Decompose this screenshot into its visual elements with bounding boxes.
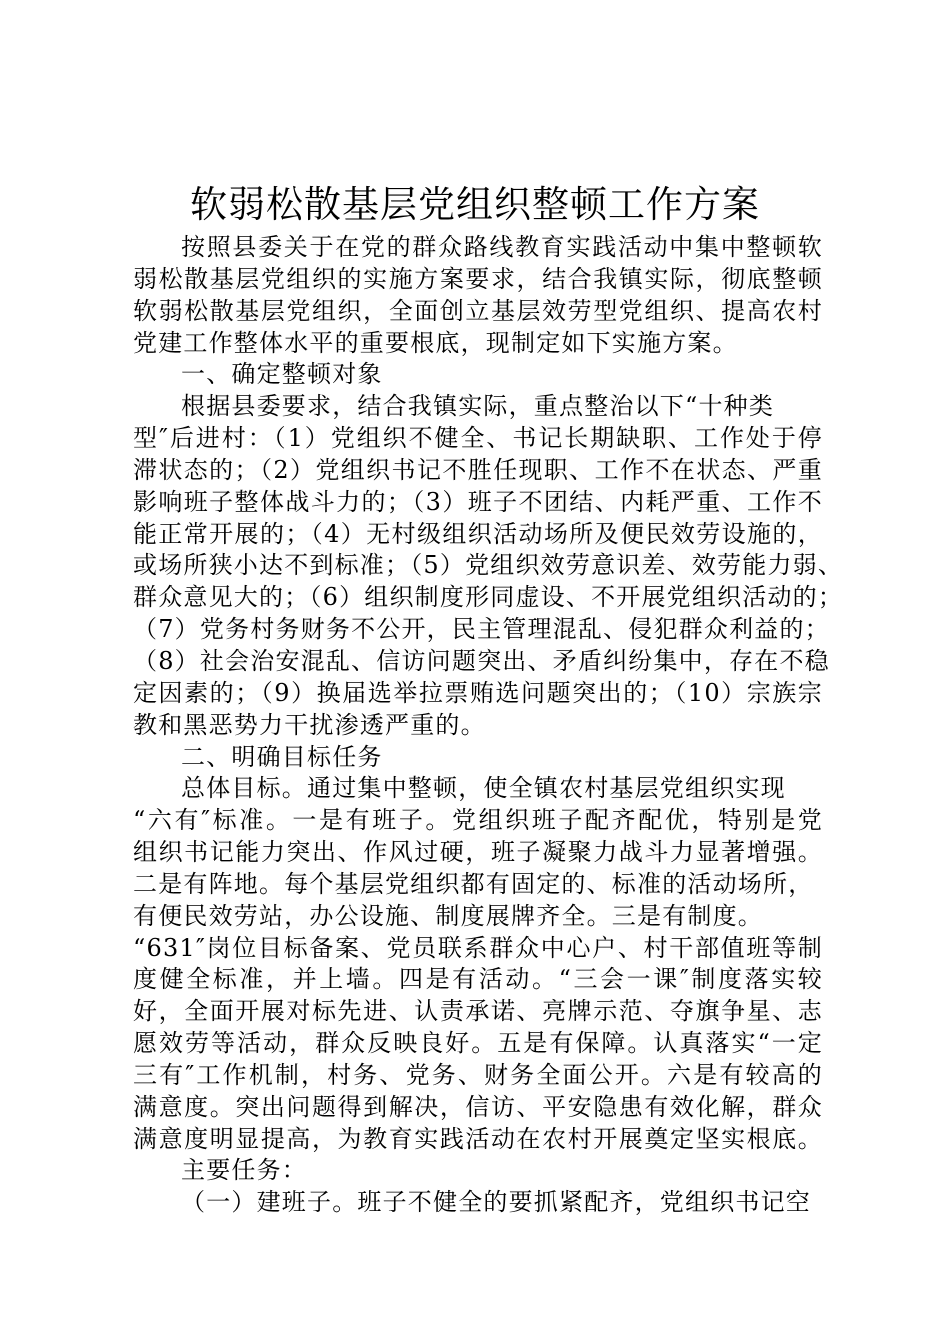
text-line: 满意度明显提高，为教育实践活动在农村开展奠定坚实根底。 bbox=[133, 1124, 823, 1153]
text-line: 影响班子整体战斗力的；（3）班子不团结、内耗严重、工作不 bbox=[133, 487, 823, 516]
text-line: 有便民效劳站，办公设施、制度展牌齐全。三是有制度。 bbox=[133, 901, 763, 930]
text-line: 主要任务： bbox=[181, 1156, 307, 1185]
text-line: 定因素的；（9）换届选举拉票贿选问题突出的；（10）宗族宗 bbox=[133, 678, 823, 707]
text-line: 好，全面开展对标先进、认责承诺、亮牌示范、夺旗争星、志 bbox=[133, 997, 823, 1026]
text-line: 型″后进村：（1）党组织不健全、书记长期缺职、工作处于停 bbox=[133, 424, 823, 453]
text-line: 软弱松散基层党组织，全面创立基层效劳型党组织、提高农村 bbox=[133, 296, 823, 325]
text-line: 一、确定整顿对象 bbox=[181, 360, 383, 389]
text-line: “631″岗位目标备案、党员联系群众中心户、村干部值班等制 bbox=[133, 933, 823, 962]
text-line: 度健全标准，并上墙。四是有活动。“三会一课″制度落实较 bbox=[133, 965, 823, 994]
text-line: （一）建班子。班子不健全的要抓紧配齐，党组织书记空 bbox=[181, 1188, 811, 1217]
text-line: 满意度。突出问题得到解决，信访、平安隐患有效化解，群众 bbox=[133, 1092, 823, 1121]
text-line: 按照县委关于在党的群众路线教育实践活动中集中整顿软 bbox=[181, 233, 823, 261]
text-line: 教和黑恶势力干扰渗透严重的。 bbox=[133, 710, 486, 739]
text-line: 滞状态的；（2）党组织书记不胜任现职、工作不在状态、严重 bbox=[133, 455, 823, 484]
text-line: 组织书记能力突出、作风过硬，班子凝聚力战斗力显著增强。 bbox=[133, 838, 823, 867]
text-line: 二、明确目标任务 bbox=[181, 742, 383, 771]
document-body bbox=[133, 232, 844, 1219]
text-line: 根据县委要求，结合我镇实际，重点整治以下“十种类 bbox=[181, 392, 775, 421]
text-line: （7）党务村务财务不公开，民主管理混乱、侵犯群众利益的； bbox=[133, 615, 830, 644]
text-line: 群众意见大的；（6）组织制度形同虚设、不开展党组织活动的； bbox=[133, 583, 844, 612]
text-line: 总体目标。通过集中整顿，使全镇农村基层党组织实现 bbox=[181, 774, 786, 803]
text-line: 党建工作整体水平的重要根底，现制定如下实施方案。 bbox=[133, 328, 738, 357]
text-line: （8）社会治安混乱、信访问题突出、矛盾纠纷集中，存在不稳 bbox=[133, 646, 830, 675]
text-line: 三有″工作机制，村务、党务、财务全面公开。六是有较高的 bbox=[133, 1060, 823, 1089]
text-line: “六有″标准。一是有班子。党组织班子配齐配优，特别是党 bbox=[133, 806, 823, 835]
text-line: 愿效劳等活动，群众反映良好。五是有保障。认真落实“一定 bbox=[133, 1029, 823, 1058]
text-line: 弱松散基层党组织的实施方案要求，结合我镇实际，彻底整顿 bbox=[133, 264, 823, 293]
text-line: 能正常开展的；（4）无村级组织活动场所及便民效劳设施的， bbox=[133, 519, 823, 548]
text-line: 或场所狭小达不到标准；（5）党组织效劳意识差、效劳能力弱、 bbox=[133, 551, 844, 580]
document-title: 软弱松散基层党组织整顿工作方案 bbox=[190, 183, 760, 226]
text-line: 二是有阵地。每个基层党组织都有固定的、标准的活动场所， bbox=[133, 869, 814, 898]
